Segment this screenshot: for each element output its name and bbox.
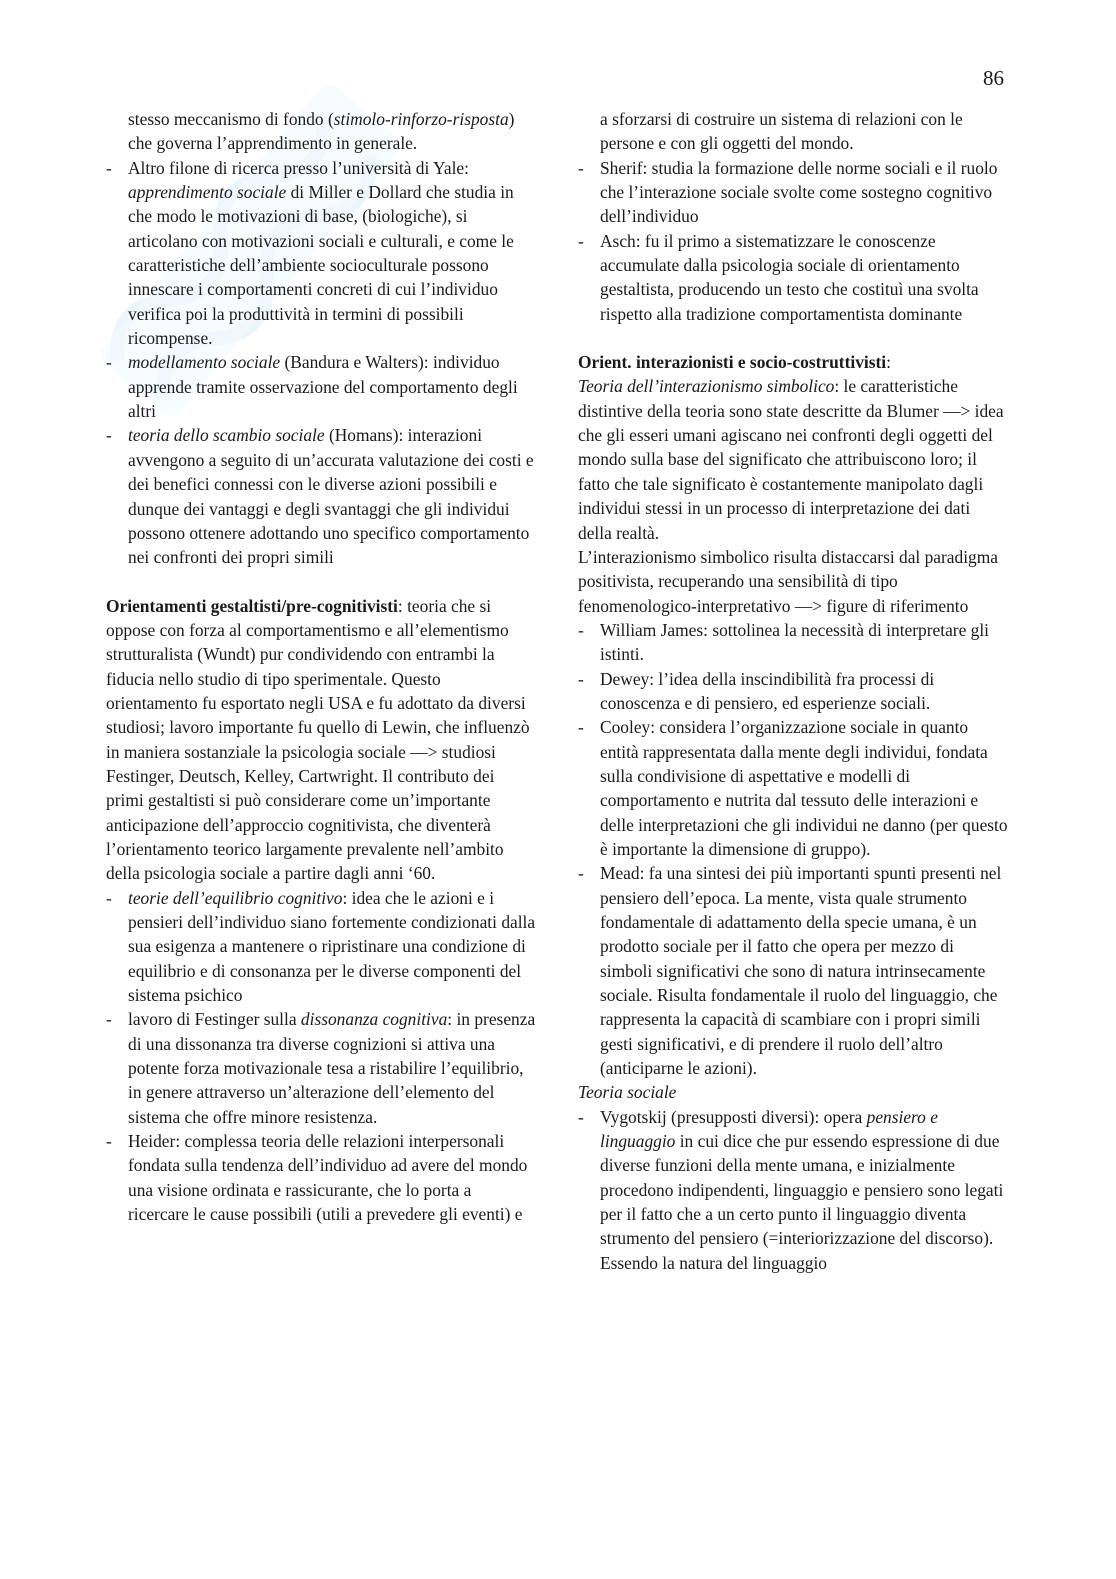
symbolic-paragraph-2: L’interazionismo simbolico risulta distaccarsi dal paradigma positivista, recuperando una sensibilità di tipo fenomenologico-interpretativo —> figure di riferimento [578,546,998,616]
subsection-heading: Teoria sociale [578,1082,677,1103]
section-heading: Orient. interazionisti e socio-costruttivisti [578,352,887,373]
continuation-paragraph: stesso meccanismo di fondo (stimolo-rinforzo-risposta) che governa l’apprendimento in generale. [128,109,515,154]
list-item: - teorie dell’equilibrio cognitivo: idea che le azioni e i pensieri dell’individuo siano fortemente condizionati dalla sua esigenza a mantenere o ripristinare una condizione di equilibrio e di consonanza per le diverse componenti del sistema psichico [106,886,536,1008]
gestalt-paragraph: Orientamenti gestaltisti/pre-cognitivisti: teoria che si oppose con forza al comportamentismo e all’elementismo strutturalista (Wundt) pur condividendo con entrambi la fiducia nello studio di tipo sperimentale. Questo orientamento fu esportato negli USA e fu adottato da diversi studiosi; lavoro importante fu quello di Lewin, che influenzò in maniera sostanziale la psicologia sociale —> studiosi Festinger, Deutsch, Kelley, Cartwright. Il contributo dei primi gestaltisti si può considerare come un’importante anticipazione dell’approccio cognitivista, che diventerà l’orientamento teorico largamente prevalente nell’ambito della psicologia sociale a partire dagli anni ‘60. [106,595,530,884]
behaviorism-list [106,156,536,570]
page-number: 86 [983,66,1004,90]
gestalt-list [106,886,536,1227]
list-item: - Altro filone di ricerca presso l’università di Yale: apprendimento sociale di Miller e Dollard che studia in che modo le motivazioni di base, (biologiche), si articolano con motivazioni sociali e culturali, e come le caratteristiche dell’ambiente socioculturale possono innescare i comportamenti concreti di cui l’individuo verifica poi la produttività in termini di possibili ricompense. [106,156,536,351]
symbolic-paragraph: Teoria dell’interazionismo simbolico: le caratteristiche distintive della teoria sono state descritte da Blumer —> idea che gli esseri umani agiscano nei confronti degli oggetti del mondo sulla base del significato che attribuiscono loro; il fatto che tale significato è costantemente manipolato dagli individui stessi in un processo di interpretazione dei dati della realtà. [578,376,1004,543]
right-column [578,107,1008,1275]
continuation-paragraph: a sforzarsi di costruire un sistema di relazioni con le persone e con gli oggetti del mondo. [600,109,963,154]
left-column [106,107,536,1226]
list-item: - Dewey: l’idea della inscindibilità fra processi di conoscenza e di pensiero, ed esperienze sociali. [578,667,1008,716]
reference-figures-list [578,618,1008,1081]
list-item: - Heider: complessa teoria delle relazioni interpersonali fondata sulla tendenza dell’individuo ad avere del mondo una visione ordinata e rassicurante, che lo porta a ricercare le cause possibili (utili a prevedere gli eventi) e [106,1129,536,1226]
list-item: - lavoro di Festinger sulla dissonanza cognitiva: in presenza di una dissonanza tra diverse cognizioni si attiva una potente forza motivazionale tesa a ristabilire l’equilibrio, in genere attraverso un’alterazione dell’elemento del sistema che offre minore resistenza. [106,1007,536,1129]
social-theory-list [578,1105,1008,1275]
list-item: - Vygotskij (presupposti diversi): opera pensiero e linguaggio in cui dice che pur essendo espressione di due diverse funzioni della mente umana, e inizialmente procedono indipendenti, linguaggio e pensiero sono legati per il fatto che a un certo punto il linguaggio diventa strumento del pensiero (=interiorizzazione del discorso). Essendo la natura del linguaggio [578,1105,1008,1275]
list-item: - Cooley: considera l’organizzazione sociale in quanto entità rappresentata dalla mente degli individui, fondata sulla condivisione di aspettative e modelli di comportamento e nutrita dal tessuto delle interazioni e delle interpretazioni che gli individui ne danno (per questo è importante la dimensione di gruppo). [578,715,1008,861]
list-item: - modellamento sociale (Bandura e Walters): individuo apprende tramite osservazione del comportamento degli altri [106,350,536,423]
list-item: - William James: sottolinea la necessità di interpretare gli istinti. [578,618,1008,667]
list-item: - Mead: fa una sintesi dei più importanti spunti presenti nel pensiero dell’epoca. La mente, vista quale strumento fondamentale di adattamento della specie umana, è un prodotto sociale per il fatto che opera per mezzo di simboli significativi che sono di natura intrinsecamente sociale. Risulta fondamentale il ruolo del linguaggio, che rappresenta la capacità di scambiare con i propri simili gesti significativi, e di prendere il ruolo dell’altro (anticiparne le azioni). [578,861,1008,1080]
list-item: - teoria dello scambio sociale (Homans): interazioni avvengono a seguito di un’accurata valutazione dei costi e dei benefici connessi con le diverse azioni possibili e dunque dei vantaggi e degli svantaggi che gli individui possono ottenere adottando uno specifico comportamento nei confronti dei propri simili [106,423,536,569]
gestalt-list-cont [578,156,1008,326]
list-item: - Sherif: studia la formazione delle norme sociali e il ruolo che l’interazione sociale svolte come sostegno cognitivo dell’individuo [578,156,1008,229]
list-item: - Asch: fu il primo a sistematizzare le conoscenze accumulate dalla psicologia sociale di orientamento gestaltista, producendo un testo che costituì una svolta rispetto alla tradizione comportamentista dominante [578,229,1008,326]
section-heading: Orientamenti gestaltisti/pre-cognitivisti [106,595,398,616]
interactionist-heading-line: Orient. interazionisti e socio-costruttivisti: [578,352,891,373]
